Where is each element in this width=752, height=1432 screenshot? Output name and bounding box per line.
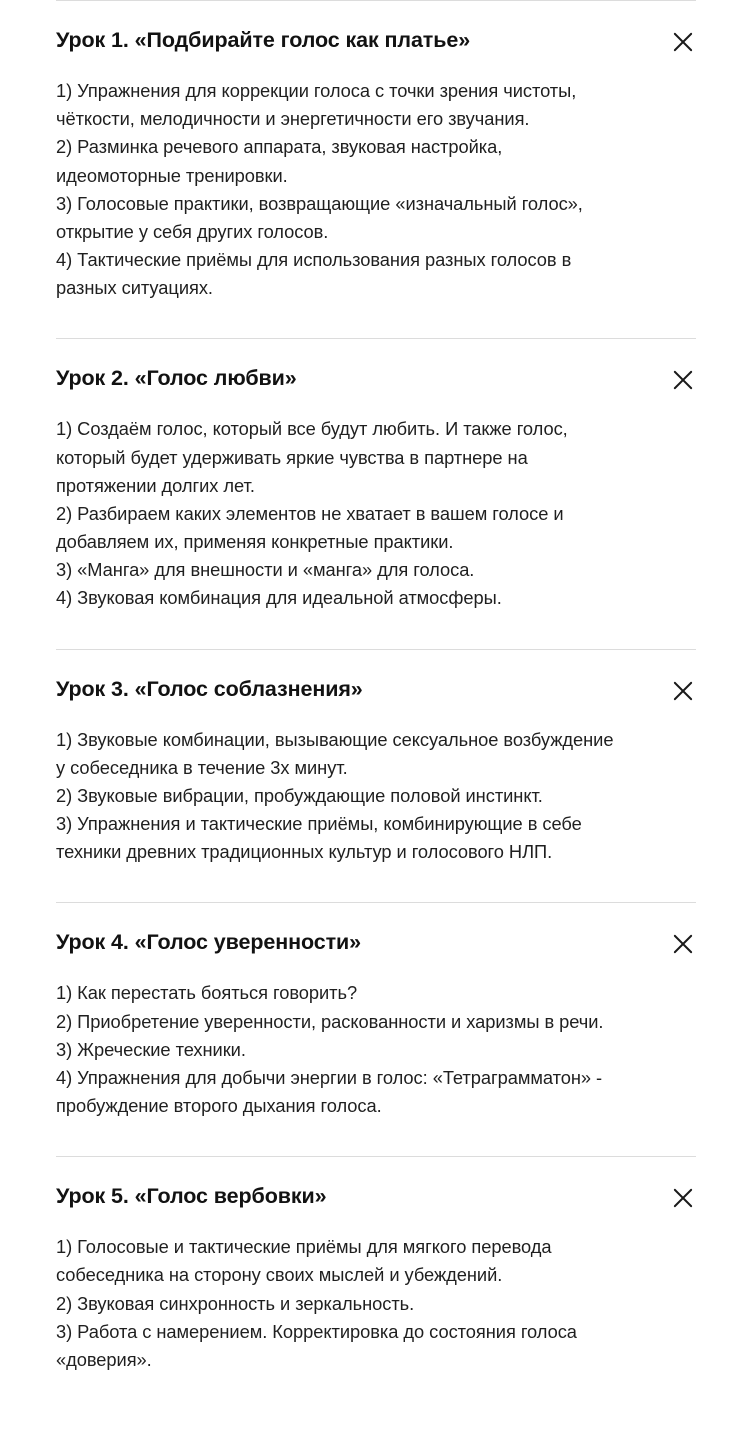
lesson-body: [56, 957, 696, 1156]
lesson-line: разных ситуациях.: [56, 277, 213, 299]
lesson-body: [56, 393, 696, 648]
lesson-item: [56, 1156, 696, 1410]
lesson-title: Урок 2. «Голос любви»: [56, 366, 297, 391]
lesson-item: [56, 902, 696, 1156]
lesson-line: протяжении долгих лет.: [56, 474, 255, 496]
close-icon[interactable]: [670, 1185, 696, 1211]
lesson-header[interactable]: [56, 339, 696, 393]
lesson-line: 1) Создаём голос, который все будут любить. И также голос,: [56, 418, 568, 440]
close-icon[interactable]: [670, 931, 696, 957]
lesson-header[interactable]: [56, 650, 696, 704]
lesson-line: у собеседника в течение 3х минут.: [56, 756, 348, 778]
lesson-title: Урок 4. «Голос уверенности»: [56, 930, 362, 955]
close-icon[interactable]: [670, 29, 696, 55]
lesson-line: добавляем их, применяя конкретные практики.: [56, 531, 454, 553]
lesson-line: 1) Звуковые комбинации, вызывающие сексуальное возбуждение: [56, 728, 614, 750]
lesson-line: 2) Приобретение уверенности, раскованности и харизмы в речи.: [56, 1010, 604, 1032]
lesson-header[interactable]: [56, 903, 696, 957]
lesson-line: идеомоторные тренировки.: [56, 164, 288, 186]
lesson-line: 1) Как перестать бояться говорить?: [56, 982, 358, 1004]
lesson-line: который будет удерживать яркие чувства в партнере на: [56, 446, 528, 468]
lesson-accordion: [56, 0, 696, 1410]
lesson-line: 3) Работа с намерением. Корректировка до состояния голоса: [56, 1320, 577, 1342]
lesson-line: «доверия».: [56, 1348, 152, 1370]
lesson-line: открытие у себя других голосов.: [56, 220, 329, 242]
lesson-header[interactable]: [56, 1157, 696, 1211]
lesson-line: пробуждение второго дыхания голоса.: [56, 1095, 382, 1117]
lesson-line: 2) Разминка речевого аппарата, звуковая настройка,: [56, 136, 503, 158]
lesson-item: [56, 0, 696, 338]
lesson-line: 1) Голосовые и тактические приёмы для мягкого перевода: [56, 1236, 552, 1258]
lesson-item: [56, 649, 696, 903]
lesson-line: собеседника на сторону своих мыслей и убеждений.: [56, 1264, 503, 1286]
lesson-line: техники древних традиционных культур и голосового НЛП.: [56, 841, 553, 863]
lesson-line: 2) Разбираем каких элементов не хватает в вашем голосе и: [56, 502, 564, 524]
lesson-line: 1) Упражнения для коррекции голоса с точки зрения чистоты,: [56, 80, 577, 101]
lesson-body: [56, 704, 696, 903]
lesson-title: Урок 1. «Подбирайте голос как платье»: [56, 28, 471, 52]
lesson-title: Урок 5. «Голос вербовки»: [56, 1184, 327, 1209]
lesson-body: [56, 1211, 696, 1410]
lesson-line: 2) Звуковая синхронность и зеркальность.: [56, 1292, 415, 1314]
lesson-title: Урок 3. «Голос соблазнения»: [56, 676, 363, 701]
lesson-line: 4) Тактические приёмы для использования разных голосов в: [56, 249, 572, 271]
lesson-line: 3) Голосовые практики, возвращающие «изначальный голос»,: [56, 192, 583, 214]
lesson-line: 3) «Манга» для внешности и «манга» для голоса.: [56, 559, 475, 581]
lesson-line: чёткости, мелодичности и энергетичности его звучания.: [56, 108, 530, 130]
lesson-line: 3) Жреческие техники.: [56, 1038, 246, 1060]
close-icon[interactable]: [670, 367, 696, 393]
lesson-item: [56, 338, 696, 648]
lesson-body: [56, 55, 696, 338]
bottom-spacer: [56, 1410, 696, 1424]
lesson-header[interactable]: [56, 1, 696, 55]
lesson-line: 2) Звуковые вибрации, пробуждающие половой инстинкт.: [56, 784, 543, 806]
lesson-line: 4) Упражнения для добычи энергии в голос: «Тетраграмматон» -: [56, 1066, 603, 1088]
lesson-line: 4) Звуковая комбинация для идеальной атмосферы.: [56, 587, 502, 609]
lesson-line: 3) Упражнения и тактические приёмы, комбинирующие в себе: [56, 813, 582, 835]
close-icon[interactable]: [670, 678, 696, 704]
